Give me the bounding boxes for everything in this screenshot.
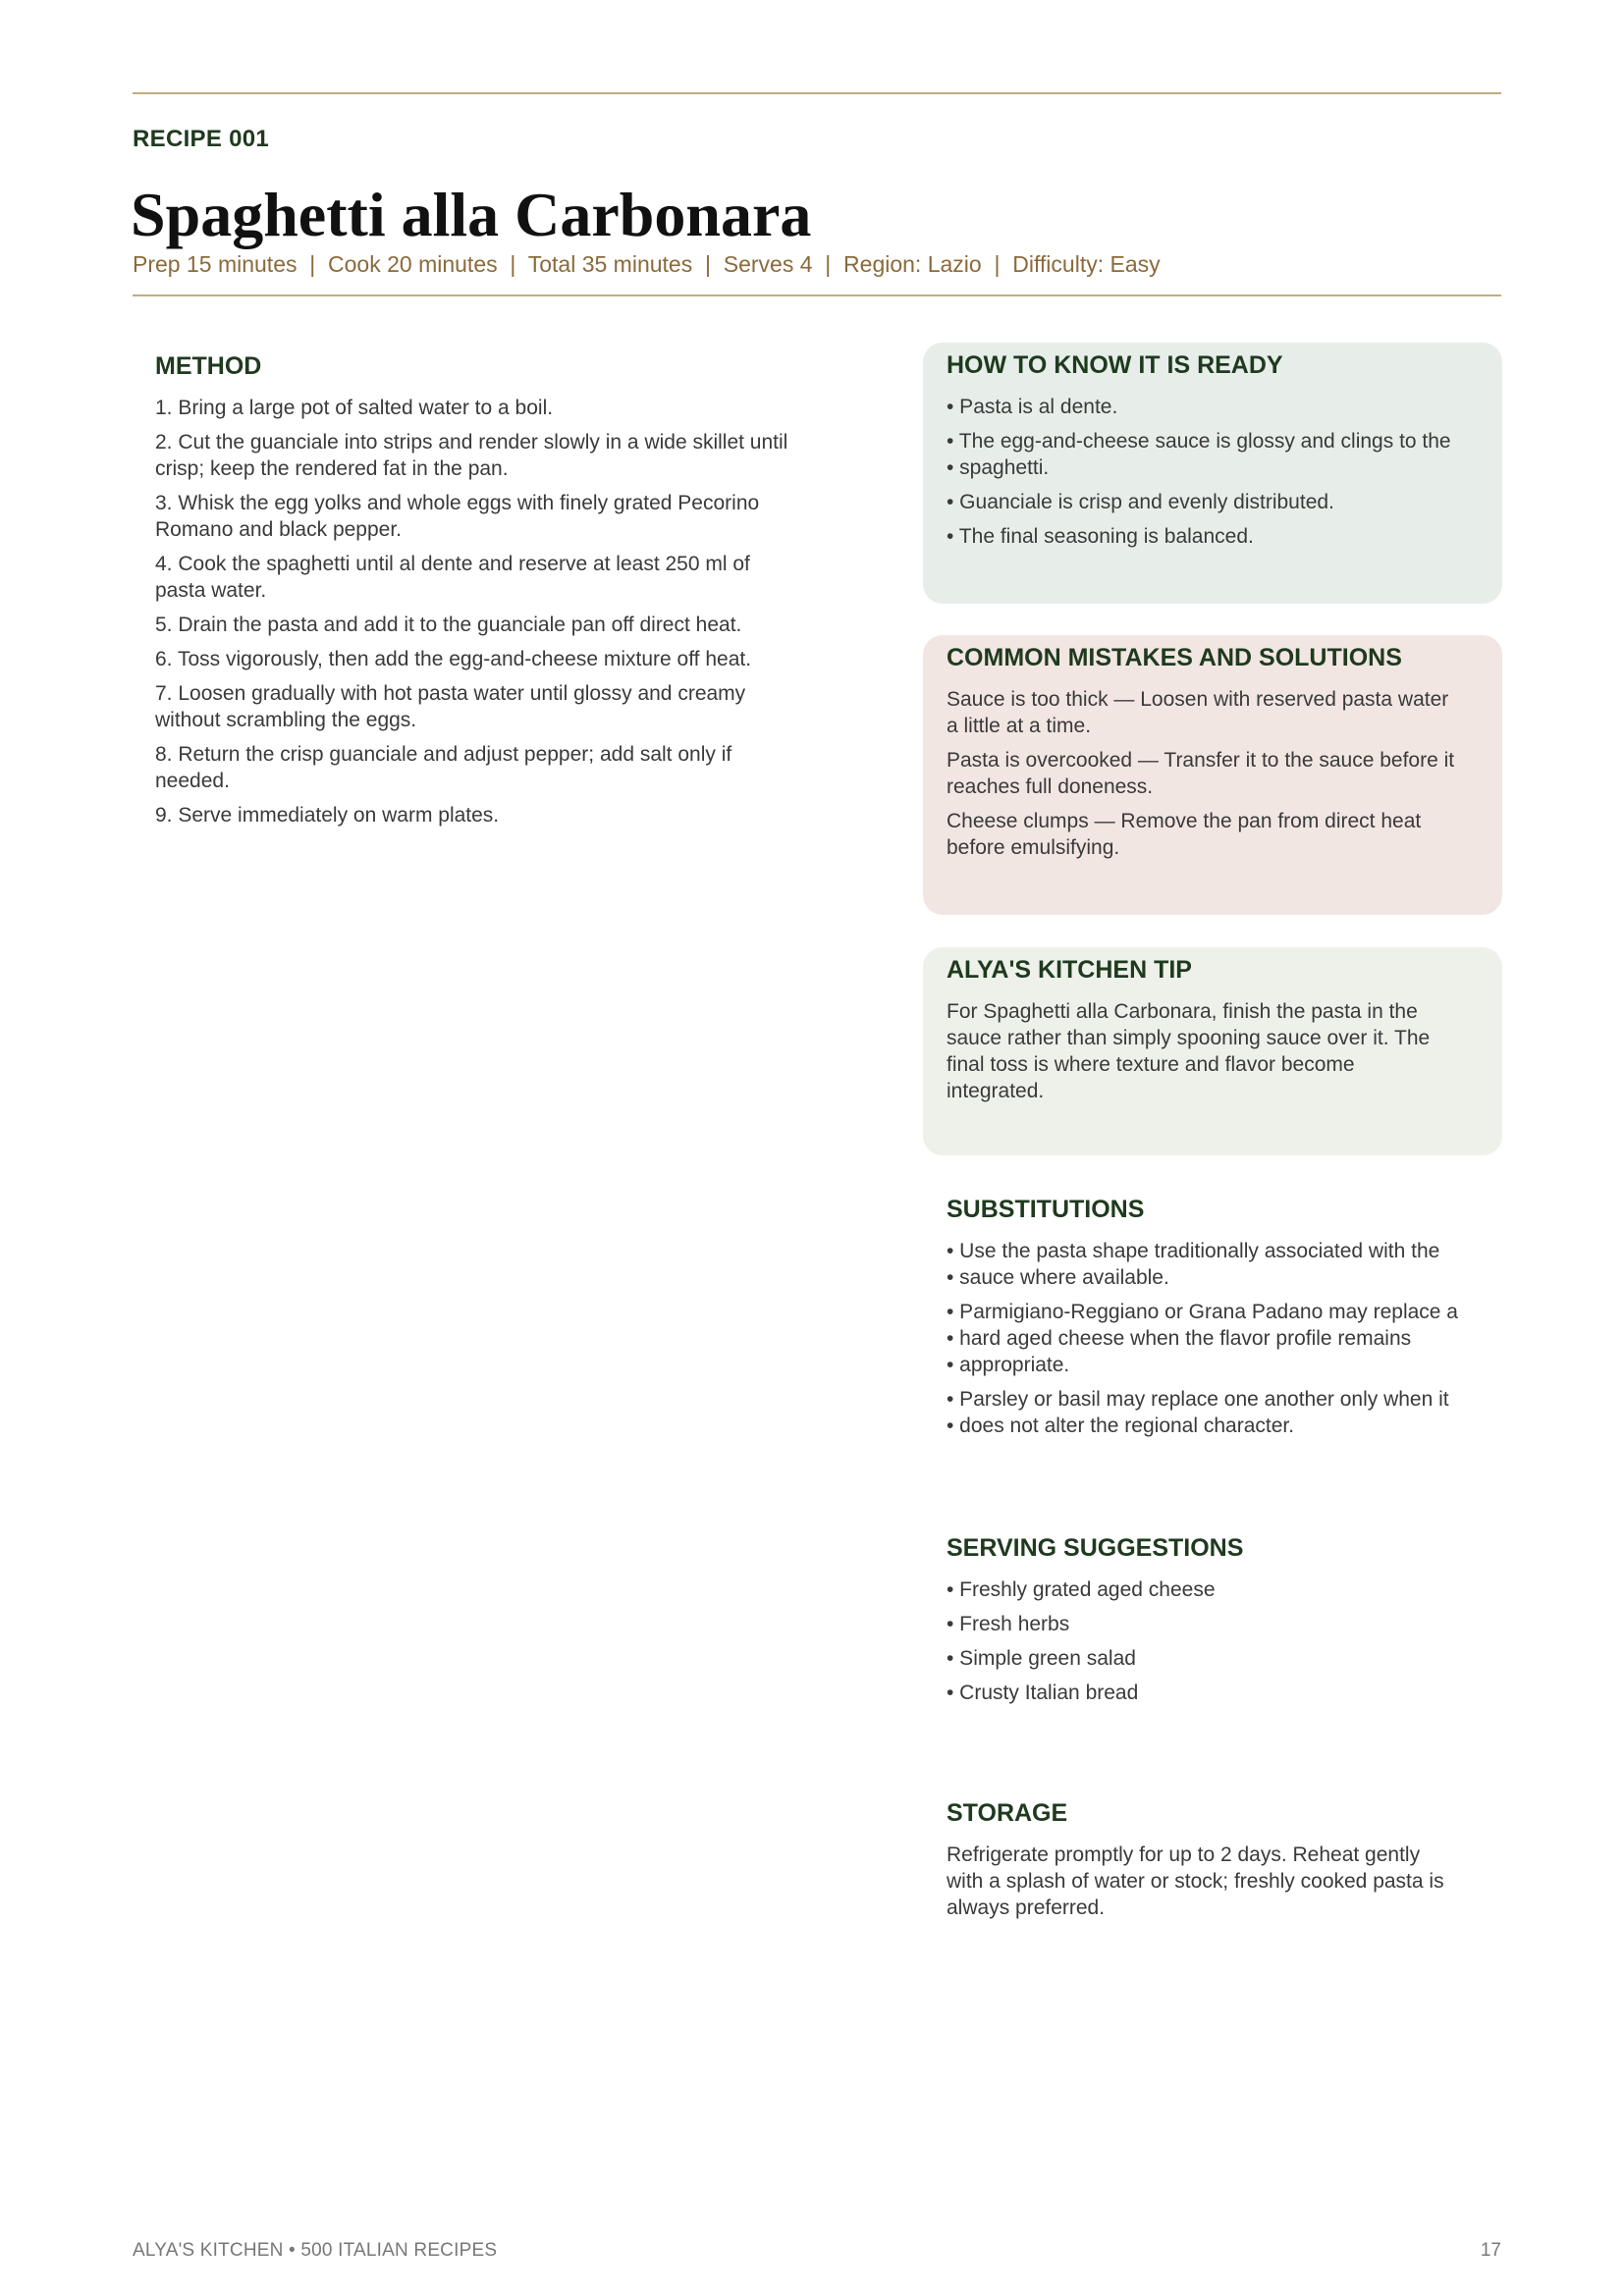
list-item-line: • hard aged cheese when the flavor profile remains [947,1327,1412,1350]
paragraph [947,1842,1496,1921]
list-item-line: 9. Serve immediately on warm plates. [155,804,500,827]
substitutions-section [947,1195,1496,1447]
list-item [947,1386,1496,1439]
readiness-heading: HOW TO KNOW IT IS READY [947,351,1283,379]
list-item [947,1645,1496,1672]
list-item-line: • Use the pasta shape traditionally associated with the [947,1240,1440,1262]
list-item [947,394,1487,420]
list-item-line: • The final seasoning is balanced. [947,525,1254,548]
list-item-line: 5. Drain the pasta and add it to the guanciale pan off direct heat. [155,614,742,636]
serving-section [947,1533,1496,1714]
page-number: 17 [1480,2240,1501,2261]
list-item-line: • Crusty Italian bread [947,1682,1139,1704]
top-rule [133,92,1501,94]
list-item-line: • Fresh herbs [947,1613,1070,1635]
kitchen-tip-box [923,947,1502,1155]
list-item-line: a little at a time. [947,715,1092,737]
paragraph-line: Refrigerate promptly for up to 2 days. Reheat gently [947,1843,1421,1866]
list-item-line: • spaghetti. [947,456,1050,479]
list-item [155,551,842,604]
list-item [947,523,1487,550]
list-item [947,1299,1496,1378]
list-item [947,808,1487,861]
list-item-line: • Simple green salad [947,1647,1136,1670]
list-item [947,1680,1496,1706]
list-item-line: Sauce is too thick — Loosen with reserved pasta water [947,688,1449,711]
storage-section [947,1798,1496,1929]
list-item [947,489,1487,515]
list-item-line: • Parmigiano-Reggiano or Grana Padano may replace a [947,1301,1458,1323]
list-item-line: without scrambling the eggs. [155,709,417,731]
substitutions-heading: SUBSTITUTIONS [947,1196,1145,1223]
list-item [947,428,1487,481]
list-item [155,612,842,638]
list-item-line: • appropriate. [947,1354,1070,1376]
list-item-line: 7. Loosen gradually with hot pasta water until glossy and creamy [155,682,746,705]
list-item [155,490,842,543]
list-item-line: • sauce where available. [947,1266,1169,1289]
paragraph-line: final toss is where texture and flavor become [947,1053,1355,1076]
method-section [155,351,842,836]
substitutions-list [947,1238,1496,1439]
paragraph-line: always preferred. [947,1896,1106,1919]
recipe-number: RECIPE 001 [133,126,270,152]
list-item-line: Cheese clumps — Remove the pan from direct heat [947,810,1422,832]
mistakes-list [947,686,1487,861]
list-item-line: reaches full doneness. [947,775,1154,798]
list-item-line: before emulsifying. [947,836,1120,859]
paragraph-line: with a splash of water or stock; freshly cooked pasta is [947,1870,1444,1893]
footer-book-title: ALYA'S KITCHEN • 500 ITALIAN RECIPES [133,2240,498,2261]
list-item-line: • Parsley or basil may replace one another only when it [947,1388,1449,1411]
list-item-line: 3. Whisk the egg yolks and whole eggs with finely grated Pecorino [155,492,760,514]
serving-list [947,1576,1496,1706]
list-item-line: 2. Cut the guanciale into strips and render slowly in a wide skillet until [155,431,788,454]
storage-text [947,1842,1496,1921]
list-item [947,1611,1496,1637]
header-rule [133,294,1501,296]
list-item-line: Romano and black pepper. [155,518,403,541]
list-item [155,395,842,421]
list-item-line: 6. Toss vigorously, then add the egg-and-cheese mixture off heat. [155,648,752,670]
paragraph-line: sauce rather than simply spooning sauce over it. The [947,1027,1431,1049]
paragraph-line: For Spaghetti alla Carbonara, finish the pasta in the [947,1000,1418,1023]
list-item-line: • Freshly grated aged cheese [947,1578,1216,1601]
list-item [947,1576,1496,1603]
list-item-line: Pasta is overcooked — Transfer it to the sauce before it [947,749,1455,772]
readiness-list [947,394,1487,550]
mistakes-heading: COMMON MISTAKES AND SOLUTIONS [947,644,1402,671]
list-item-line: • Guanciale is crisp and evenly distributed. [947,491,1334,513]
list-item [947,747,1487,800]
readiness-box [923,343,1502,604]
kitchen-tip-heading: ALYA'S KITCHEN TIP [947,956,1192,984]
list-item [155,646,842,672]
method-heading: METHOD [155,352,262,380]
storage-heading: STORAGE [947,1799,1068,1827]
list-item [947,1238,1496,1291]
list-item [155,741,842,794]
list-item-line: needed. [155,770,230,792]
serving-heading: SERVING SUGGESTIONS [947,1534,1244,1562]
paragraph [947,998,1487,1104]
list-item-line: 8. Return the crisp guanciale and adjust pepper; add salt only if [155,743,732,766]
list-item-line: pasta water. [155,579,267,602]
recipe-meta: Prep 15 minutes | Cook 20 minutes | Total 35 minutes | Serves 4 | Region: Lazio | Difficulty: Easy [133,251,1161,277]
list-item [155,429,842,482]
list-item-line: • Pasta is al dente. [947,396,1118,418]
paragraph-line: integrated. [947,1080,1045,1102]
kitchen-tip-text [947,998,1487,1104]
list-item-line: • does not alter the regional character. [947,1415,1295,1437]
list-item [947,686,1487,739]
list-item-line: crisp; keep the rendered fat in the pan. [155,457,509,480]
list-item-line: 1. Bring a large pot of salted water to a boil. [155,397,554,419]
list-item [155,802,842,828]
recipe-title: Spaghetti alla Carbonara [131,180,812,249]
list-item-line: 4. Cook the spaghetti until al dente and reserve at least 250 ml of [155,553,750,575]
list-item-line: • The egg-and-cheese sauce is glossy and clings to the [947,430,1451,453]
method-steps [155,395,842,828]
mistakes-box [923,635,1502,915]
list-item [155,680,842,733]
